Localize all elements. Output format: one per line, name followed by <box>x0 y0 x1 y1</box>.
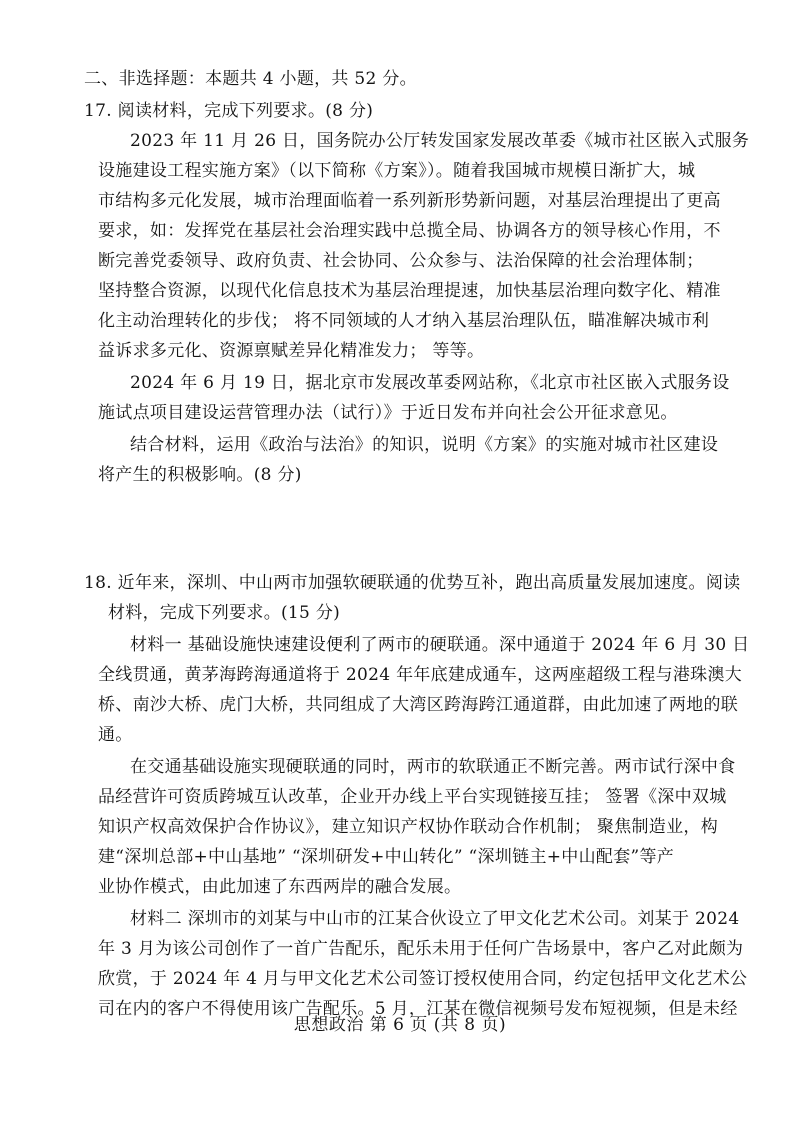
section-heading: 二、非选择题：本题共 4 小题，共 52 分。 <box>84 69 417 89</box>
q17-p1-line-7: 化主动治理转化的步伐； 将不同领域的人才纳入基层治理队伍，瞄准解决城市利 <box>98 311 710 331</box>
q18-m1-p1-line-1: 材料一 基础设施快速建设便利了两市的硬联通。深中通道于 2024 年 6 月 30 日 <box>130 635 750 655</box>
q17-p3-line-1: 结合材料，运用《政治与法治》的知识，说明《方案》的实施对城市社区建设 <box>130 435 719 455</box>
question-18-title-line-1: 18. 近年来，深圳、中山两市加强软硬联通的优势互补，跑出高质量发展加速度。阅读 <box>84 573 741 593</box>
q17-p2-line-2: 施试点项目建设运营管理办法（试行）》于近日发布并向社会公开征求意见。 <box>98 403 678 423</box>
q18-m2-line-2: 年 3 月为该公司创作了一首广告配乐，配乐未用于任何广告场景中，客户乙对此颇为 <box>98 939 744 959</box>
q18-m1-p2-line-5: 业协作模式，由此加速了东西两岸的融合发展。 <box>98 877 462 897</box>
q18-m1-p1-line-4: 通。 <box>98 725 133 745</box>
q18-m1-p2-line-1: 在交通基础设施实现硬联通的同时，两市的软联通正不断完善。两市试行深中食 <box>130 757 736 777</box>
question-17-title: 17. 阅读材料，完成下列要求。(8 分) <box>84 101 374 121</box>
q17-p1-line-2: 设施建设工程实施方案》（以下简称《方案》）。随着我国城市规模日渐扩大，城 <box>98 161 696 181</box>
q18-m1-p1-line-3: 桥、南沙大桥、虎门大桥，共同组成了大湾区跨海跨江通道群，由此加速了两地的联 <box>98 695 739 715</box>
q17-p1-line-5: 断完善党委领导、政府负责、社会协同、公众参与、法治保障的社会治理体制； <box>98 251 704 271</box>
q17-p1-line-8: 益诉求多元化、资源禀赋差异化精准发力； 等等。 <box>98 341 485 361</box>
q18-m2-line-3: 欣赏，于 2024 年 4 月与甲文化艺术公司签订授权使用合同，约定包括甲文化艺术公 <box>98 969 748 989</box>
q18-m1-p2-line-3: 知识产权高效保护合作协议》，建立知识产权协作联动合作机制； 聚焦制造业，构 <box>98 817 719 837</box>
q17-p1-line-3: 市结构多元化发展，城市治理面临着一系列新形势新问题，对基层治理提出了更高 <box>98 191 721 211</box>
q18-m1-p1-line-2: 全线贯通，黄茅海跨海通道将于 2024 年年底建成通车，这两座超级工程与港珠澳大 <box>98 665 743 685</box>
q17-p1-line-6: 坚持整合资源，以现代化信息技术为基层治理提速，加快基层治理向数字化、精准 <box>98 281 721 301</box>
q18-m2-line-1: 材料二 深圳市的刘某与中山市的江某合伙设立了甲文化艺术公司。刘某于 2024 <box>130 909 740 929</box>
q18-m2-line-4: 司在内的客户不得使用该广告配乐。5 月，江某在微信视频号发布短视频，但是未经 <box>98 999 738 1019</box>
q18-m1-p2-line-4: 建“深圳总部+中山基地” “深圳研发+中山转化” “深圳链主+中山配套”等产 <box>98 847 675 867</box>
q17-p1-line-4: 要求，如：发挥党在基层社会治理实践中总揽全局、协调各方的领导核心作用，不 <box>98 221 721 241</box>
q18-m1-p2-line-2: 品经营许可资质跨城互认改革，企业开办线上平台实现链接互挂； 签署《深中双城 <box>98 787 727 807</box>
q17-p3-line-2: 将产生的积极影响。(8 分) <box>98 465 302 485</box>
page-footer: 思想政治 第 6 页 (共 8 页) <box>293 1015 507 1035</box>
question-18-title-line-2: 材料，完成下列要求。(15 分) <box>108 603 341 623</box>
q17-p1-line-1: 2023 年 11 月 26 日，国务院办公厅转发国家发展改革委《城市社区嵌入式服务 <box>130 131 750 151</box>
q17-p2-line-1: 2024 年 6 月 19 日，据北京市发展改革委网站称，《北京市社区嵌入式服务设 <box>130 373 730 393</box>
